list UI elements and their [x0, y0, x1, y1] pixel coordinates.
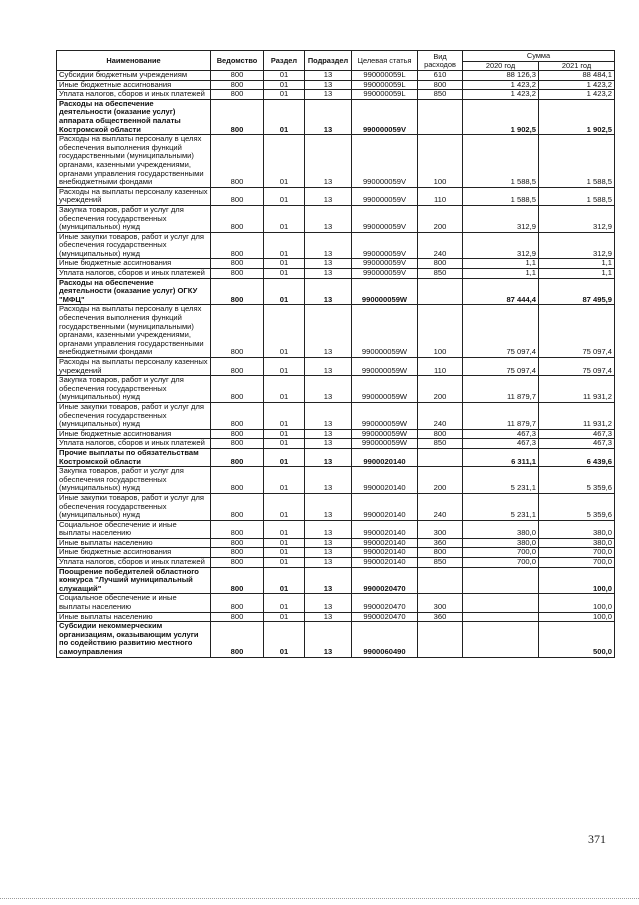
cell-section: 01: [264, 259, 305, 269]
cell-subsection: 13: [305, 622, 352, 657]
budget-table: [56, 50, 615, 658]
table-row: [57, 548, 615, 558]
cell-section: 01: [264, 205, 305, 232]
cell-expense-type: [418, 99, 463, 134]
cell-sum-2021: 1,1: [539, 269, 615, 279]
cell-sum-2020: 380,0: [463, 520, 539, 538]
table-row: [57, 567, 615, 594]
cell-name: Закупка товаров, работ и услуг для обеспечения государственных (муниципальных) нужд: [57, 376, 211, 403]
cell-name: Иные бюджетные ассигнования: [57, 429, 211, 439]
cell-name: Расходы на выплаты персоналу в целях обеспечения выполнения функций государственными (муниципальными) органами, казенными учреждениями, органами управления государственными внебюджетными фондами: [57, 135, 211, 188]
cell-target-article: 990000059V: [352, 269, 418, 279]
cell-section: 01: [264, 269, 305, 279]
cell-sum-2021: 1 588,5: [539, 135, 615, 188]
cell-department: 800: [211, 90, 264, 100]
document-page: [56, 50, 614, 658]
header-section: Раздел: [264, 51, 305, 71]
cell-name: Иные бюджетные ассигнования: [57, 80, 211, 90]
cell-sum-2020: 467,3: [463, 429, 539, 439]
cell-sum-2021: 5 359,6: [539, 467, 615, 494]
cell-sum-2021: 11 931,2: [539, 402, 615, 429]
cell-sum-2021: 1 588,5: [539, 187, 615, 205]
cell-section: 01: [264, 135, 305, 188]
table-row: [57, 520, 615, 538]
cell-sum-2020: 11 879,7: [463, 376, 539, 403]
cell-target-article: 990000059W: [352, 402, 418, 429]
table-row: [57, 71, 615, 81]
cell-sum-2021: 380,0: [539, 520, 615, 538]
cell-expense-type: [418, 278, 463, 305]
cell-section: 01: [264, 358, 305, 376]
cell-target-article: 990000059W: [352, 305, 418, 358]
cell-expense-type: [418, 567, 463, 594]
cell-sum-2021: 1 423,2: [539, 90, 615, 100]
page-bottom-edge: [0, 898, 639, 899]
table-body: [57, 71, 615, 658]
cell-section: 01: [264, 429, 305, 439]
cell-subsection: 13: [305, 90, 352, 100]
cell-subsection: 13: [305, 99, 352, 134]
table-row: [57, 278, 615, 305]
cell-sum-2020: 467,3: [463, 439, 539, 449]
cell-section: 01: [264, 439, 305, 449]
cell-section: 01: [264, 493, 305, 520]
cell-section: 01: [264, 402, 305, 429]
cell-sum-2020: [463, 612, 539, 622]
cell-sum-2021: 100,0: [539, 612, 615, 622]
cell-sum-2021: 700,0: [539, 548, 615, 558]
cell-department: 800: [211, 135, 264, 188]
cell-section: 01: [264, 80, 305, 90]
cell-sum-2020: 11 879,7: [463, 402, 539, 429]
cell-expense-type: 800: [418, 80, 463, 90]
cell-section: 01: [264, 187, 305, 205]
cell-target-article: 990000059W: [352, 439, 418, 449]
table-row: [57, 594, 615, 612]
cell-name: Закупка товаров, работ и услуг для обеспечения государственных (муниципальных) нужд: [57, 467, 211, 494]
cell-sum-2021: 11 931,2: [539, 376, 615, 403]
cell-name: Расходы на выплаты персоналу казенных учреждений: [57, 187, 211, 205]
header-subsection: Подраздел: [305, 51, 352, 71]
cell-department: 800: [211, 402, 264, 429]
cell-name: Социальное обеспечение и иные выплаты населению: [57, 594, 211, 612]
page-number: 371: [588, 832, 606, 846]
cell-name: Субсидии некоммерческим организациям, оказывающим услуги по содействию развитию местного самоуправления: [57, 622, 211, 657]
cell-expense-type: 200: [418, 205, 463, 232]
cell-section: 01: [264, 278, 305, 305]
table-row: [57, 80, 615, 90]
cell-sum-2021: 467,3: [539, 429, 615, 439]
cell-subsection: 13: [305, 305, 352, 358]
cell-target-article: 990000059V: [352, 99, 418, 134]
cell-subsection: 13: [305, 493, 352, 520]
cell-department: 800: [211, 538, 264, 548]
cell-name: Поощрение победителей областного конкурса "Лучший муниципальный служащий": [57, 567, 211, 594]
cell-target-article: 9900020470: [352, 594, 418, 612]
cell-name: Иные закупки товаров, работ и услуг для обеспечения государственных (муниципальных) нужд: [57, 493, 211, 520]
cell-target-article: 990000059V: [352, 205, 418, 232]
cell-target-article: 990000059V: [352, 232, 418, 259]
cell-section: 01: [264, 567, 305, 594]
cell-sum-2020: 312,9: [463, 232, 539, 259]
cell-department: 800: [211, 187, 264, 205]
cell-expense-type: 850: [418, 558, 463, 568]
cell-target-article: 990000059L: [352, 71, 418, 81]
cell-subsection: 13: [305, 520, 352, 538]
cell-expense-type: 360: [418, 612, 463, 622]
cell-subsection: 13: [305, 467, 352, 494]
cell-name: Иные бюджетные ассигнования: [57, 259, 211, 269]
cell-subsection: 13: [305, 612, 352, 622]
cell-expense-type: 240: [418, 232, 463, 259]
cell-expense-type: [418, 448, 463, 466]
table-row: [57, 205, 615, 232]
cell-subsection: 13: [305, 376, 352, 403]
cell-sum-2021: 5 359,6: [539, 493, 615, 520]
cell-sum-2020: 6 311,1: [463, 448, 539, 466]
cell-target-article: 9900020140: [352, 538, 418, 548]
cell-department: 800: [211, 493, 264, 520]
header-year-2021: 2021 год: [539, 62, 615, 71]
cell-sum-2020: 1 423,2: [463, 90, 539, 100]
cell-sum-2021: 87 495,9: [539, 278, 615, 305]
cell-sum-2021: 312,9: [539, 205, 615, 232]
cell-target-article: 9900020140: [352, 520, 418, 538]
table-row: [57, 429, 615, 439]
cell-subsection: 13: [305, 402, 352, 429]
cell-target-article: 9900020140: [352, 448, 418, 466]
cell-sum-2020: [463, 567, 539, 594]
header-year-2020: 2020 год: [463, 62, 539, 71]
cell-expense-type: 100: [418, 305, 463, 358]
cell-subsection: 13: [305, 567, 352, 594]
cell-name: Расходы на выплаты персоналу в целях обеспечения выполнения функций государственными (муниципальными) органами, казенными учреждениями, органами управления государственными внебюджетными фондами: [57, 305, 211, 358]
cell-section: 01: [264, 71, 305, 81]
cell-target-article: 9900020140: [352, 558, 418, 568]
cell-section: 01: [264, 594, 305, 612]
table-row: [57, 259, 615, 269]
cell-subsection: 13: [305, 71, 352, 81]
table-row: [57, 305, 615, 358]
cell-target-article: 990000059V: [352, 187, 418, 205]
cell-department: 800: [211, 80, 264, 90]
cell-sum-2021: 380,0: [539, 538, 615, 548]
cell-sum-2020: 1 902,5: [463, 99, 539, 134]
cell-expense-type: 110: [418, 358, 463, 376]
cell-department: 800: [211, 594, 264, 612]
cell-sum-2021: 75 097,4: [539, 358, 615, 376]
table-row: [57, 269, 615, 279]
table-row: [57, 99, 615, 134]
cell-expense-type: 200: [418, 467, 463, 494]
cell-subsection: 13: [305, 448, 352, 466]
cell-department: 800: [211, 439, 264, 449]
cell-sum-2021: 700,0: [539, 558, 615, 568]
cell-department: 800: [211, 548, 264, 558]
table-row: [57, 558, 615, 568]
table-row: [57, 467, 615, 494]
cell-name: Субсидии бюджетным учреждениям: [57, 71, 211, 81]
cell-section: 01: [264, 448, 305, 466]
cell-sum-2021: 100,0: [539, 594, 615, 612]
header-target-article: Целевая статья: [352, 51, 418, 71]
cell-sum-2020: 5 231,1: [463, 467, 539, 494]
cell-name: Расходы на обеспечение деятельности (оказание услуг) ОГКУ "МФЦ": [57, 278, 211, 305]
cell-subsection: 13: [305, 358, 352, 376]
table-row: [57, 612, 615, 622]
cell-subsection: 13: [305, 187, 352, 205]
header-sum: Сумма: [463, 51, 615, 62]
cell-department: 800: [211, 520, 264, 538]
cell-target-article: 9900020470: [352, 612, 418, 622]
cell-sum-2020: [463, 622, 539, 657]
cell-name: Иные выплаты населению: [57, 612, 211, 622]
cell-target-article: 990000059V: [352, 135, 418, 188]
cell-expense-type: 850: [418, 90, 463, 100]
cell-expense-type: 800: [418, 548, 463, 558]
cell-sum-2021: 467,3: [539, 439, 615, 449]
cell-subsection: 13: [305, 205, 352, 232]
cell-sum-2021: 1 902,5: [539, 99, 615, 134]
cell-sum-2020: 312,9: [463, 205, 539, 232]
cell-subsection: 13: [305, 135, 352, 188]
cell-name: Прочие выплаты по обязательствам Костромской области: [57, 448, 211, 466]
cell-name: Уплата налогов, сборов и иных платежей: [57, 439, 211, 449]
cell-name: Иные закупки товаров, работ и услуг для обеспечения государственных (муниципальных) нужд: [57, 232, 211, 259]
cell-department: 800: [211, 467, 264, 494]
cell-expense-type: 800: [418, 429, 463, 439]
cell-target-article: 990000059W: [352, 429, 418, 439]
cell-name: Расходы на выплаты персоналу казенных учреждений: [57, 358, 211, 376]
cell-sum-2021: 6 439,6: [539, 448, 615, 466]
cell-department: 800: [211, 71, 264, 81]
cell-target-article: 990000059W: [352, 376, 418, 403]
table-row: [57, 358, 615, 376]
cell-name: Иные бюджетные ассигнования: [57, 548, 211, 558]
cell-expense-type: 300: [418, 520, 463, 538]
table-row: [57, 439, 615, 449]
table-row: [57, 493, 615, 520]
cell-sum-2020: 88 126,3: [463, 71, 539, 81]
cell-expense-type: 610: [418, 71, 463, 81]
cell-expense-type: 100: [418, 135, 463, 188]
cell-expense-type: 800: [418, 259, 463, 269]
cell-subsection: 13: [305, 538, 352, 548]
cell-expense-type: 200: [418, 376, 463, 403]
cell-subsection: 13: [305, 269, 352, 279]
cell-sum-2020: 1 423,2: [463, 80, 539, 90]
table-row: [57, 135, 615, 188]
cell-department: 800: [211, 232, 264, 259]
cell-sum-2020: 1,1: [463, 259, 539, 269]
cell-department: 800: [211, 305, 264, 358]
cell-sum-2020: 87 444,4: [463, 278, 539, 305]
cell-sum-2020: 1 588,5: [463, 187, 539, 205]
cell-section: 01: [264, 376, 305, 403]
table-row: [57, 402, 615, 429]
cell-name: Уплата налогов, сборов и иных платежей: [57, 90, 211, 100]
cell-subsection: 13: [305, 80, 352, 90]
cell-target-article: 9900020140: [352, 493, 418, 520]
cell-sum-2021: 1 423,2: [539, 80, 615, 90]
cell-sum-2020: 380,0: [463, 538, 539, 548]
cell-section: 01: [264, 467, 305, 494]
cell-sum-2021: 88 484,1: [539, 71, 615, 81]
cell-expense-type: [418, 622, 463, 657]
cell-subsection: 13: [305, 594, 352, 612]
cell-sum-2020: 700,0: [463, 558, 539, 568]
cell-subsection: 13: [305, 278, 352, 305]
cell-department: 800: [211, 376, 264, 403]
header-department: Ведомство: [211, 51, 264, 71]
cell-department: 800: [211, 358, 264, 376]
cell-name: Уплата налогов, сборов и иных платежей: [57, 558, 211, 568]
table-row: [57, 90, 615, 100]
cell-target-article: 990000059L: [352, 90, 418, 100]
cell-department: 800: [211, 612, 264, 622]
cell-expense-type: 240: [418, 493, 463, 520]
cell-section: 01: [264, 612, 305, 622]
cell-section: 01: [264, 99, 305, 134]
cell-name: Иные закупки товаров, работ и услуг для обеспечения государственных (муниципальных) нужд: [57, 402, 211, 429]
cell-sum-2020: 1 588,5: [463, 135, 539, 188]
cell-department: 800: [211, 448, 264, 466]
cell-name: Расходы на обеспечение деятельности (оказание услуг) аппарата общественной палаты Костромской области: [57, 99, 211, 134]
cell-subsection: 13: [305, 259, 352, 269]
cell-target-article: 990000059L: [352, 80, 418, 90]
cell-department: 800: [211, 99, 264, 134]
table-row: [57, 448, 615, 466]
cell-sum-2020: 1,1: [463, 269, 539, 279]
cell-subsection: 13: [305, 558, 352, 568]
cell-department: 800: [211, 269, 264, 279]
cell-expense-type: 360: [418, 538, 463, 548]
cell-department: 800: [211, 429, 264, 439]
cell-department: 800: [211, 259, 264, 269]
cell-section: 01: [264, 538, 305, 548]
cell-name: Иные выплаты населению: [57, 538, 211, 548]
cell-expense-type: 850: [418, 269, 463, 279]
table-header: [57, 51, 615, 71]
table-row: [57, 622, 615, 657]
cell-name: Социальное обеспечение и иные выплаты населению: [57, 520, 211, 538]
cell-target-article: 9900020140: [352, 548, 418, 558]
cell-sum-2020: 75 097,4: [463, 358, 539, 376]
cell-subsection: 13: [305, 548, 352, 558]
cell-section: 01: [264, 548, 305, 558]
cell-sum-2021: 100,0: [539, 567, 615, 594]
cell-sum-2020: 5 231,1: [463, 493, 539, 520]
cell-section: 01: [264, 558, 305, 568]
cell-name: Закупка товаров, работ и услуг для обеспечения государственных (муниципальных) нужд: [57, 205, 211, 232]
cell-sum-2021: 75 097,4: [539, 305, 615, 358]
cell-target-article: 9900020140: [352, 467, 418, 494]
cell-section: 01: [264, 622, 305, 657]
cell-department: 800: [211, 567, 264, 594]
cell-sum-2020: [463, 594, 539, 612]
cell-sum-2020: 75 097,4: [463, 305, 539, 358]
cell-department: 800: [211, 558, 264, 568]
cell-subsection: 13: [305, 439, 352, 449]
table-row: [57, 232, 615, 259]
header-expense-type: Вид расходов: [418, 51, 463, 71]
cell-section: 01: [264, 520, 305, 538]
cell-target-article: 9900020470: [352, 567, 418, 594]
cell-target-article: 990000059W: [352, 278, 418, 305]
cell-section: 01: [264, 305, 305, 358]
cell-sum-2021: 312,9: [539, 232, 615, 259]
cell-target-article: 990000059W: [352, 358, 418, 376]
cell-subsection: 13: [305, 232, 352, 259]
cell-expense-type: 110: [418, 187, 463, 205]
cell-target-article: 990000059V: [352, 259, 418, 269]
cell-subsection: 13: [305, 429, 352, 439]
table-row: [57, 187, 615, 205]
cell-department: 800: [211, 622, 264, 657]
cell-sum-2020: 700,0: [463, 548, 539, 558]
cell-expense-type: 300: [418, 594, 463, 612]
cell-sum-2021: 500,0: [539, 622, 615, 657]
cell-department: 800: [211, 205, 264, 232]
cell-expense-type: 240: [418, 402, 463, 429]
header-name: Наименование: [57, 51, 211, 71]
cell-expense-type: 850: [418, 439, 463, 449]
cell-target-article: 9900060490: [352, 622, 418, 657]
table-row: [57, 538, 615, 548]
cell-section: 01: [264, 232, 305, 259]
cell-department: 800: [211, 278, 264, 305]
table-row: [57, 376, 615, 403]
cell-section: 01: [264, 90, 305, 100]
cell-name: Уплата налогов, сборов и иных платежей: [57, 269, 211, 279]
cell-sum-2021: 1,1: [539, 259, 615, 269]
